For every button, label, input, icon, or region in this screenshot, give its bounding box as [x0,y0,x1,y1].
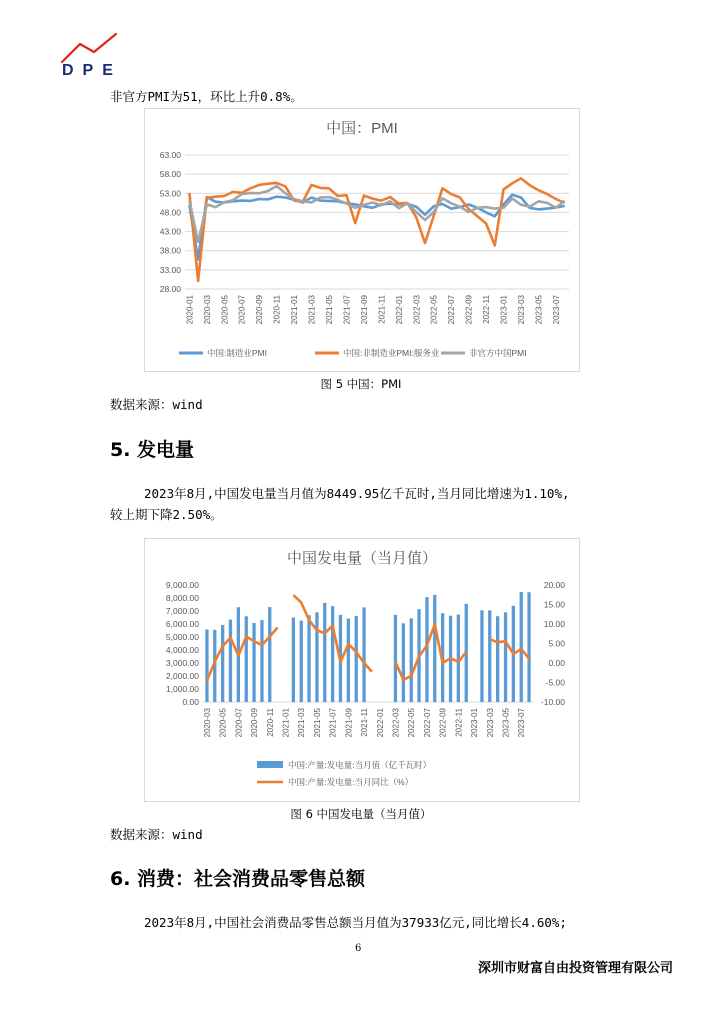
logo-swoosh [62,34,116,62]
pmi-xtick-label: 2023-01 [499,295,509,325]
power-ytick-left: 7,000.00 [165,606,199,616]
pmi-ytick-label: 43.00 [159,226,181,237]
power-ytick-right: 0.00 [548,658,565,668]
power-ytick-left: 9,000.00 [165,580,199,590]
pmi-legend-label: 中国:非制造业PMI:服务业 [343,348,440,358]
pmi-xtick-label: 2022-11 [482,295,492,324]
pmi-xtick-label: 2022-03 [412,295,422,325]
power-xtick-label: 2020-03 [202,708,212,738]
pmi-xtick-label: 2021-07 [342,295,352,325]
pmi-legend-label: 非官方中国PMI [469,348,527,358]
power-ytick-left: 8,000.00 [165,593,199,603]
power-bar [229,620,232,702]
power-xtick-label: 2021-07 [328,708,338,738]
power-ytick-left: 2,000.00 [165,671,199,681]
power-ytick-left: 1,000.00 [165,684,199,694]
pmi-ytick-label: 63.00 [159,150,181,160]
power-ytick-left: 0.00 [182,697,199,707]
power-bar [300,621,303,702]
pmi-xtick-label: 2021-09 [359,295,369,325]
power-source: 数据来源：wind [110,827,203,842]
power-bar [402,623,405,702]
power-bar [425,597,428,702]
power-ytick-left: 3,000.00 [165,658,199,668]
power-bar [496,616,499,702]
pmi-xtick-label: 2021-05 [325,295,334,325]
power-bar [488,610,491,702]
power-xtick-label: 2021-09 [344,708,354,738]
power-xtick-label: 2021-05 [312,708,322,738]
pmi-xtick-label: 2021-11 [377,295,387,324]
power-bar [268,607,271,702]
pmi-chart-frame [144,108,580,372]
power-ytick-right: 5.00 [548,638,565,649]
power-ytick-right: -5.00 [545,677,565,688]
power-bar [292,618,295,703]
pmi-chart [145,109,579,371]
power-chart [145,539,579,801]
pmi-ytick-label: 48.00 [159,207,181,218]
power-ytick-right: 20.00 [543,580,565,590]
power-bar [527,592,530,702]
power-xtick-label: 2021-11 [360,708,370,737]
power-xtick-label: 2023-05 [501,708,511,738]
intro-text: 非官方PMI为51，环比上升0.8%。 [110,89,303,104]
page-number: 6 [355,943,362,954]
pmi-legend-label: 中国:制造业PMI [207,348,267,358]
pmi-ytick-label: 28.00 [159,284,181,294]
pmi-xtick-label: 2021-01 [290,295,300,325]
power-bar [457,615,460,702]
power-bar [205,630,208,703]
power-ytick-right: -10.00 [540,697,565,707]
power-xtick-label: 2022-11 [454,708,464,737]
power-bar [221,625,224,702]
pmi-source: 数据来源：wind [110,397,203,412]
legend-bar-swatch [257,761,283,768]
power-yoy-line [490,639,529,659]
pmi-xtick-label: 2020-11 [272,295,282,324]
power-xtick-label: 2022-03 [391,708,401,738]
legend-line-label: 中国:产量:发电量:当月同比（%） [288,777,414,787]
power-xtick-label: 2022-09 [438,708,448,738]
pmi-ytick-label: 33.00 [159,264,181,275]
pmi-xtick-label: 2020-01 [185,295,195,325]
power-xtick-label: 2022-01 [375,708,385,738]
pmi-xtick-label: 2023-03 [517,295,526,325]
section6-heading: 6. 消费：社会消费品零售总额 [110,868,366,890]
power-xtick-label: 2021-01 [281,708,291,738]
power-xtick-label: 2020-11 [265,708,275,737]
pmi-series-line-2 [189,186,564,242]
power-xtick-label: 2020-09 [250,708,260,738]
pmi-chart-title: 中国：PMI [326,120,398,137]
power-bar [260,620,263,702]
power-ytick-right: 10.00 [543,619,565,629]
pmi-caption: 图 5 中国：PMI [320,377,402,391]
power-bar [394,615,397,702]
power-bar [245,616,248,702]
power-xtick-label: 2023-03 [485,708,495,738]
pmi-xtick-label: 2023-05 [534,295,544,325]
logo-text: DPE [62,62,122,79]
power-xtick-label: 2021-03 [297,708,307,738]
pmi-xtick-label: 2020-07 [237,295,247,325]
section6-para-line1: 2023年8月,中国社会消费品零售总额当月值为37933亿元,同比增长4.60%; [144,915,567,930]
power-bar [520,592,523,702]
power-ytick-right: 15.00 [543,599,565,610]
pmi-ytick-label: 58.00 [159,169,181,180]
power-xtick-label: 2020-05 [218,708,228,738]
pmi-xtick-label: 2022-09 [464,295,474,325]
power-xtick-label: 2022-05 [407,708,417,738]
power-bar [252,623,255,702]
pmi-xtick-label: 2020-05 [220,295,230,325]
power-ytick-left: 6,000.00 [165,619,199,629]
pmi-ytick-label: 53.00 [159,188,181,199]
power-bar [433,595,436,702]
power-yoy-line [207,628,278,681]
power-ytick-left: 4,000.00 [165,645,199,655]
power-chart-frame [144,538,580,802]
pmi-xtick-label: 2020-09 [255,295,265,325]
pmi-ytick-label: 38.00 [159,245,181,256]
power-bar [347,619,350,703]
power-chart-title: 中国发电量（当月值） [286,550,438,567]
power-xtick-label: 2023-01 [470,708,480,738]
power-ytick-left: 5,000.00 [165,632,199,642]
legend-bar-label: 中国:产量:发电量:当月值（亿千瓦时） [288,760,432,770]
power-legend [257,760,431,787]
power-bar [480,610,483,702]
power-yoy-line [396,624,467,679]
pmi-xtick-label: 2021-03 [307,295,317,325]
section5-para-line1: 2023年8月,中国发电量当月值为8449.95亿千瓦时,当月同比增速为1.10%, [144,486,570,501]
pmi-xtick-label: 2020-03 [202,295,212,325]
power-bar [323,603,326,702]
power-bar [504,612,507,702]
pmi-xtick-label: 2023-07 [551,295,561,325]
power-caption: 图 6 中国发电量（当月值） [290,807,432,821]
power-xtick-label: 2020-07 [234,708,244,738]
pmi-xtick-label: 2022-05 [429,295,439,325]
power-xtick-label: 2023-07 [517,708,527,738]
power-bar [307,615,310,702]
power-bar [410,618,413,702]
section5-para-line2: 较上期下降2.50%。 [110,507,223,522]
pmi-xtick-label: 2022-07 [447,295,457,325]
footer-company: 深圳市财富自由投资管理有限公司 [478,961,674,976]
power-bar [355,616,358,702]
power-bar [331,606,334,702]
pmi-xtick-label: 2022-01 [394,295,404,325]
power-xtick-label: 2022-07 [422,708,432,738]
section5-heading: 5. 发电量 [110,439,195,461]
power-bar [362,607,365,702]
power-bar [315,612,318,702]
